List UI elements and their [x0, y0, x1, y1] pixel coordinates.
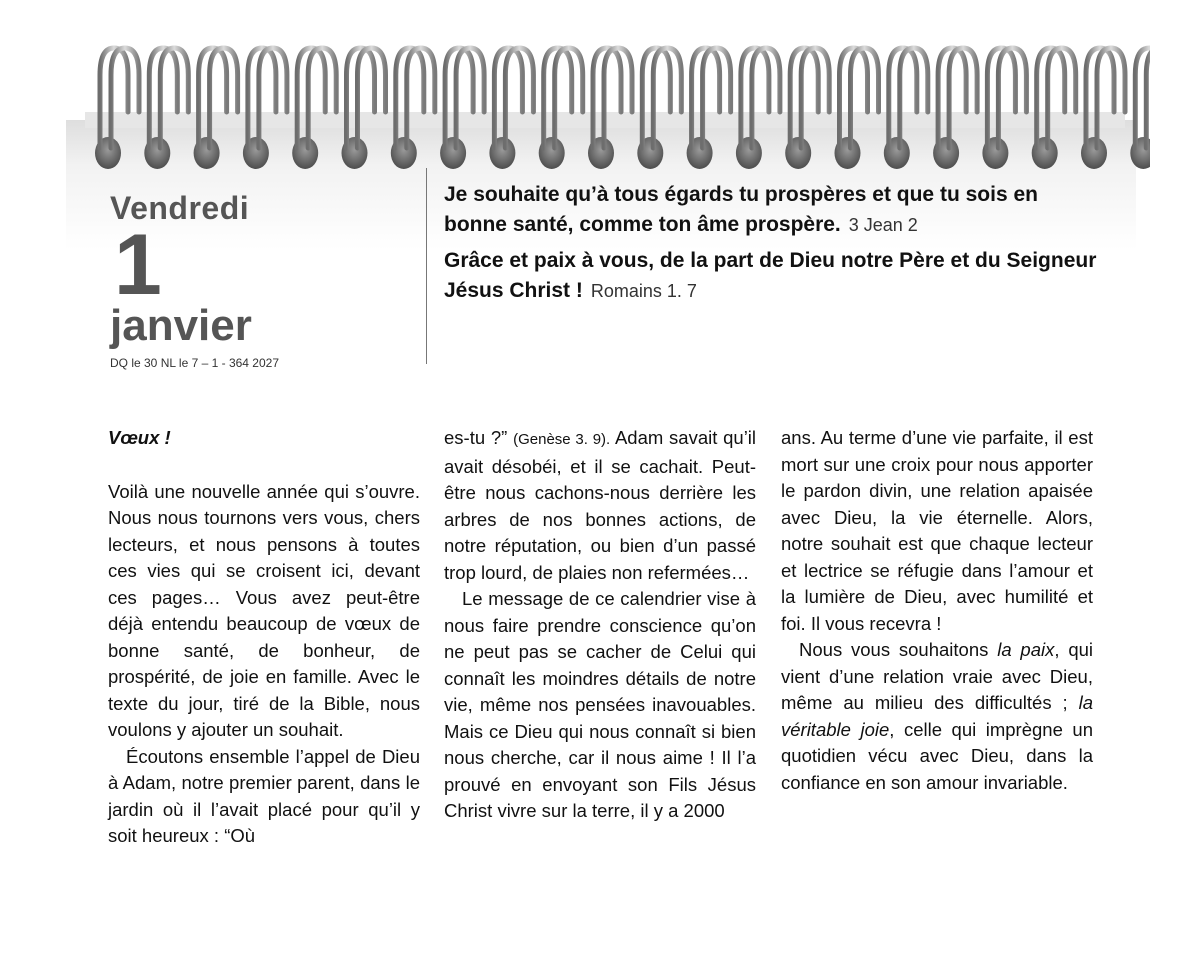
date-block — [110, 188, 420, 370]
spiral-binding — [60, 20, 1150, 200]
article-paragraph-4 — [781, 637, 1093, 796]
header-divider — [426, 168, 427, 364]
article-title: Vœux ! — [108, 427, 171, 448]
weekday: Vendredi — [110, 190, 250, 226]
verse-1-reference: 3 Jean 2 — [848, 215, 918, 235]
verse-2 — [444, 246, 1104, 306]
p4-end: , celle qui imprègne un quotidien vécu avec Dieu, dans la confiance en son amour invariable. — [781, 718, 1093, 793]
verse-2-text: Grâce et paix à vous, de la part de Dieu notre Père et du Seigneur Jésus Christ ! — [444, 249, 1097, 302]
day-number: 1 — [114, 217, 162, 313]
article-paragraph-3: Le message de ce calendrier vise à nous faire prendre conscience qu’on ne peut pas se cacher de Celui qui connaît les moindres détails de notre vie, même nos pensées inavouables. Mais ce Dieu qui nous connaît si bien nous cherche, car il nous aime ! Il l’a prouvé en envoyant son Fils Jésus Christ vivre sur la terre, il y a 2000 — [444, 588, 756, 821]
article-column-2 — [444, 425, 756, 825]
article-paragraph-2-start: Écoutons ensemble l’appel de Dieu à Adam, notre premier parent, dans le jardin où il l’avait placé pour qu’il y soit heureux : “Où — [108, 745, 420, 846]
paragraph-2-rest: Adam savait qu’il avait désobéi, et il se cachait. Peut-être nous cachons-nous derrière les arbres de nos bonnes actions, de notre réputation, ou bien d’un passé trop lourd, de plaies non refermées… — [444, 427, 757, 583]
p4-start: Nous vous souhaitons — [799, 639, 989, 660]
spiral-ring — [1146, 48, 1150, 148]
article-column-1 — [108, 425, 420, 850]
p4-middle: , qui vient d’une relation vraie avec Dieu, même au milieu des difficultés ; — [781, 639, 1094, 713]
p4-emphasis-joy: la véritable joie — [781, 692, 1094, 740]
quote-end: es-tu ?” — [444, 427, 508, 448]
verse-2-reference: Romains 1. 7 — [590, 281, 697, 301]
article-paragraph-1: Voilà une nouvelle année qui s’ouvre. Nous nous tournons vers vous, chers lecteurs, et nous pensons à toutes ces vies qui se croisent ici, devant ces pages… Vous avez peut-être déjà entendu beaucoup de vœux de bonne santé, de bonheur, de prospérité, de joie en famille. Avec le texte du jour, tiré de la Bible, nous voulons y ajouter un souhait. — [108, 480, 420, 740]
article-column-3 — [781, 425, 1093, 796]
p4-emphasis-peace: la paix — [997, 639, 1055, 660]
print-code: DQ le 30 NL le 7 – 1 - 364 2027 — [110, 356, 279, 370]
article-paragraph-3-continued: ans. Au terme d’une vie parfaite, il est mort sur une croix pour nous apporter le pardon divin, une relation apaisée avec Dieu, la vie éternelle. Alors, notre souhait est que chaque lecteur et lectrice se réfugie dans l’amour et la lumière de Dieu, avec humilité et foi. Il vous recevra ! — [781, 427, 1093, 634]
verses — [444, 180, 1104, 312]
genesis-reference: (Genèse 3. 9). — [513, 431, 611, 448]
verse-1 — [444, 180, 1104, 240]
article-paragraph-2-continued — [444, 425, 756, 586]
verse-1-text: Je souhaite qu’à tous égards tu prospères et que tu sois en bonne santé, comme ton âme prospère. — [444, 183, 1038, 236]
month: janvier — [110, 301, 252, 350]
